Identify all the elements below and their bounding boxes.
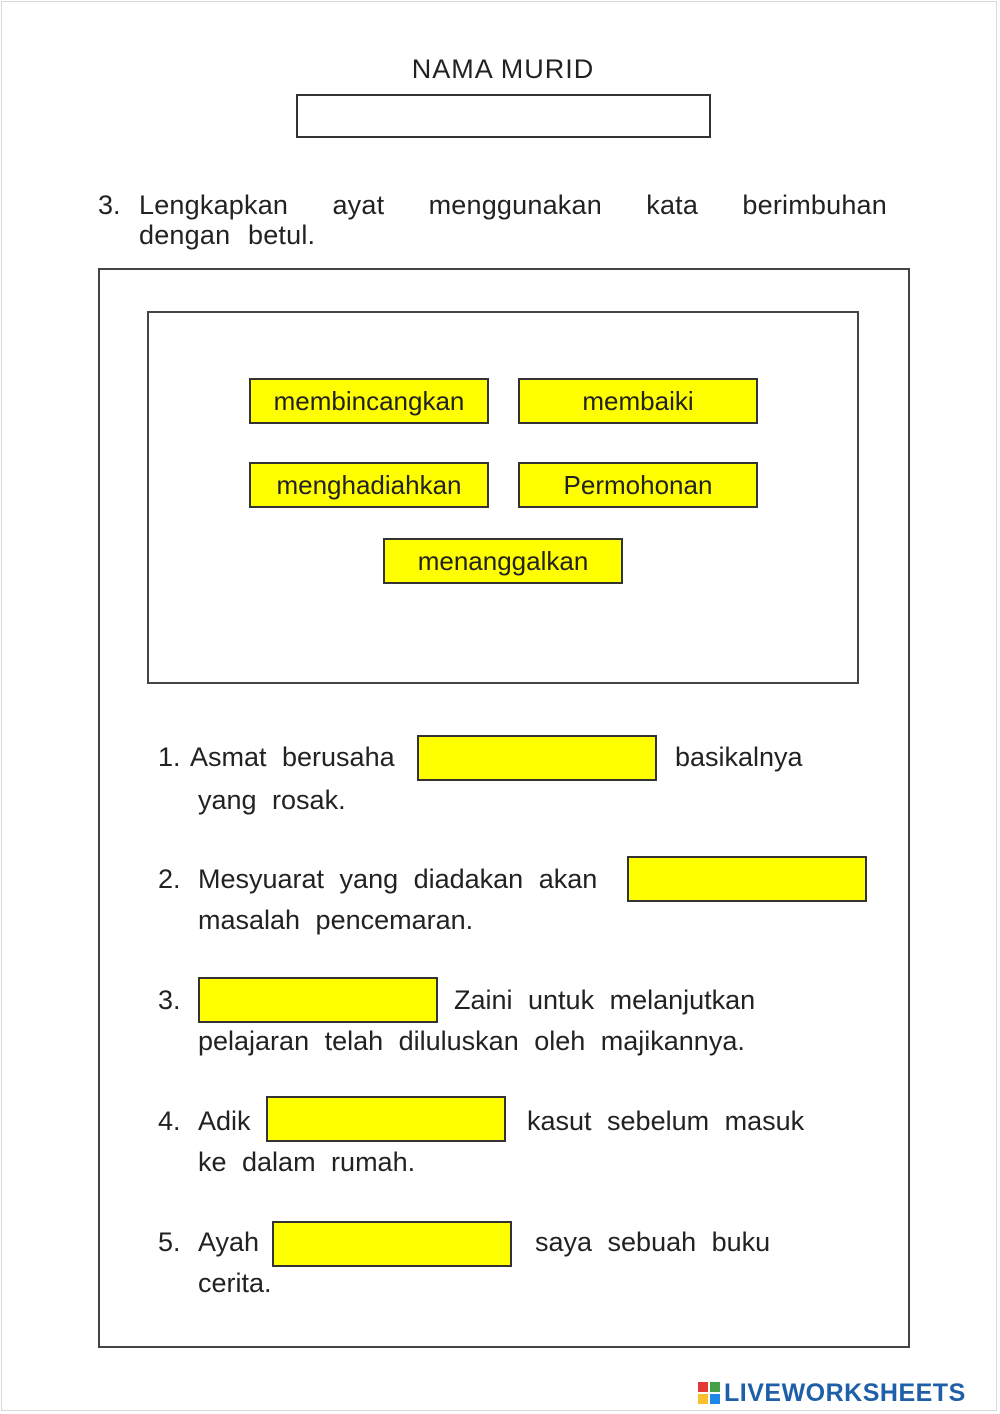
answer-drop-2[interactable] <box>627 856 867 902</box>
instruction-text: Lengkapkan ayat menggunakan kata berimbuhan dengan betul. <box>139 190 887 250</box>
question-4-line2: ke dalam rumah. <box>198 1147 416 1177</box>
question-1-line2: yang rosak. <box>198 785 346 815</box>
answer-drop-1[interactable] <box>417 735 657 781</box>
word-option-membaiki[interactable]: membaiki <box>518 378 758 424</box>
logo-square-red <box>698 1382 708 1392</box>
question-3-line2: pelajaran telah diluluskan oleh majikannya. <box>198 1026 745 1056</box>
question-1-text-before: Asmat berusaha <box>190 742 395 772</box>
logo-square-green <box>710 1382 720 1392</box>
question-4-number: 4. <box>158 1106 181 1136</box>
answer-drop-3[interactable] <box>198 977 438 1023</box>
question-4-text-before: Adik <box>198 1106 251 1136</box>
name-label: NAMA MURID <box>411 54 595 84</box>
answer-drop-4[interactable] <box>266 1096 506 1142</box>
question-2-number: 2. <box>158 864 181 894</box>
word-option-menanggalkan[interactable]: menanggalkan <box>383 538 623 584</box>
question-1-number: 1. <box>158 742 181 772</box>
question-5-text-before: Ayah <box>198 1227 260 1257</box>
question-3-number: 3. <box>158 985 181 1015</box>
logo-square-blue <box>710 1394 720 1404</box>
question-5-text-after: saya sebuah buku <box>535 1227 771 1257</box>
question-5-number: 5. <box>158 1227 181 1257</box>
liveworksheets-logo <box>698 1378 966 1408</box>
question-2-line2: masalah pencemaran. <box>198 905 474 935</box>
answer-drop-5[interactable] <box>272 1221 512 1267</box>
word-option-membincangkan[interactable]: membincangkan <box>249 378 489 424</box>
question-4-text-after: kasut sebelum masuk <box>527 1106 805 1136</box>
logo-square-yellow <box>698 1394 708 1404</box>
word-option-menghadiahkan[interactable]: menghadiahkan <box>249 462 489 508</box>
question-1-text-after: basikalnya <box>675 742 803 772</box>
instruction-number: 3. <box>98 190 121 220</box>
logo-text: LIVEWORKSHEETS <box>724 1378 966 1407</box>
question-3-text-after: Zaini untuk melanjutkan <box>454 985 756 1015</box>
logo-grid-icon <box>698 1382 720 1404</box>
question-2-text-before: Mesyuarat yang diadakan akan <box>198 864 598 894</box>
word-option-permohonan[interactable]: Permohonan <box>518 462 758 508</box>
student-name-input[interactable] <box>296 94 711 138</box>
question-5-line2: cerita. <box>198 1268 272 1298</box>
